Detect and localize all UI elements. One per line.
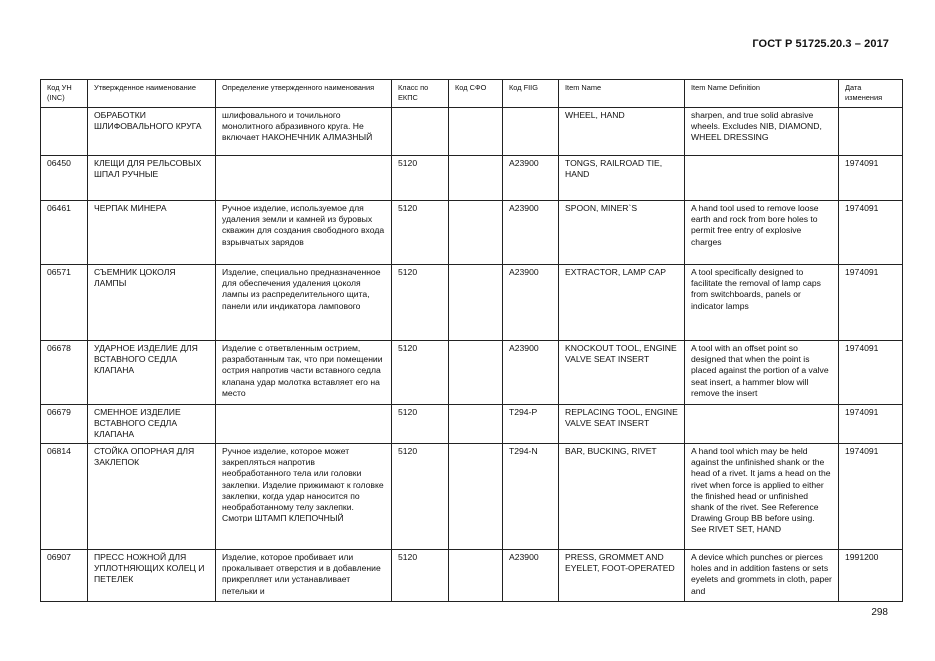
table-row bbox=[41, 201, 903, 265]
cell-item-definition: A tool specifically designed to facilitate the removal of lamp caps from switchboards, panels or indicator lamps bbox=[685, 265, 839, 341]
cell-definition: шлифовального и точильного монолитного абразивного круга. Не включает НАКОНЕЧНИК АЛМАЗНЫЙ bbox=[216, 108, 392, 156]
cell-date: 1991200 bbox=[839, 550, 903, 602]
cell-sfo bbox=[449, 405, 503, 444]
cell-ekps: 5120 bbox=[392, 405, 449, 444]
cell-definition: Ручное изделие, которое может закрепляться напротив необработанного тела или головки заклепки. Изделие прижимают к головке заклепки, когда удар наносится по необработанному телу заклепки. Смотри ШТАМП КЛЕПОЧНЫЙ bbox=[216, 444, 392, 550]
cell-ekps: 5120 bbox=[392, 341, 449, 405]
cell-sfo bbox=[449, 444, 503, 550]
cell-fiig: A23900 bbox=[503, 265, 559, 341]
cell-sfo bbox=[449, 108, 503, 156]
cell-inc: 06907 bbox=[41, 550, 88, 602]
cell-ekps: 5120 bbox=[392, 201, 449, 265]
col-header-date: Дата изменения bbox=[839, 80, 903, 108]
cell-item-name: TONGS, RAILROAD TIE, HAND bbox=[559, 156, 685, 201]
cell-inc: 06571 bbox=[41, 265, 88, 341]
cell-ekps: 5120 bbox=[392, 156, 449, 201]
table-row bbox=[41, 265, 903, 341]
table-row bbox=[41, 156, 903, 201]
cell-item-definition: A hand tool used to remove loose earth and rock from bore holes to permit free entry of explosive charges bbox=[685, 201, 839, 265]
cell-date: 1974091 bbox=[839, 201, 903, 265]
col-header-item-name: Item Name bbox=[559, 80, 685, 108]
cell-name: СТОЙКА ОПОРНАЯ ДЛЯ ЗАКЛЕПОК bbox=[88, 444, 216, 550]
cell-item-name: WHEEL, HAND bbox=[559, 108, 685, 156]
col-header-inc: Код УН (INC) bbox=[41, 80, 88, 108]
cell-definition: Изделие, специально предназначенное для обеспечения удаления цоколя лампы из распределительного щита, панели или индикатора лампового bbox=[216, 265, 392, 341]
cell-definition: Изделие, которое пробивает или прокалывает отверстия и в добавление прикрепляет или устанавливает петельки и bbox=[216, 550, 392, 602]
cell-item-definition: sharpen, and true solid abrasive wheels. Excludes NIB, DIAMOND, WHEEL DRESSING bbox=[685, 108, 839, 156]
col-header-item-definition: Item Name Definition bbox=[685, 80, 839, 108]
cell-sfo bbox=[449, 341, 503, 405]
table-row bbox=[41, 550, 903, 602]
col-header-definition: Определение утвержденного наименования bbox=[216, 80, 392, 108]
cell-inc bbox=[41, 108, 88, 156]
cell-sfo bbox=[449, 550, 503, 602]
cell-date bbox=[839, 108, 903, 156]
table-row bbox=[41, 341, 903, 405]
cell-item-name: PRESS, GROMMET AND EYELET, FOOT-OPERATED bbox=[559, 550, 685, 602]
cell-name: КЛЕЩИ ДЛЯ РЕЛЬСОВЫХ ШПАЛ РУЧНЫЕ bbox=[88, 156, 216, 201]
cell-item-definition bbox=[685, 156, 839, 201]
cell-date: 1974091 bbox=[839, 341, 903, 405]
document-title: ГОСТ Р 51725.20.3 – 2017 bbox=[752, 38, 889, 50]
cell-inc: 06814 bbox=[41, 444, 88, 550]
cell-item-definition bbox=[685, 405, 839, 444]
cell-name: ЧЕРПАК МИНЕРА bbox=[88, 201, 216, 265]
cell-sfo bbox=[449, 156, 503, 201]
cell-name: УДАРНОЕ ИЗДЕЛИЕ ДЛЯ ВСТАВНОГО СЕДЛА КЛАПАНА bbox=[88, 341, 216, 405]
cell-sfo bbox=[449, 265, 503, 341]
col-header-ekps: Класс по ЕКПС bbox=[392, 80, 449, 108]
cell-fiig: A23900 bbox=[503, 550, 559, 602]
cell-item-name: REPLACING TOOL, ENGINE VALVE SEAT INSERT bbox=[559, 405, 685, 444]
cell-date: 1974091 bbox=[839, 156, 903, 201]
table-header-row bbox=[41, 80, 903, 108]
cell-name: СМЕННОЕ ИЗДЕЛИЕ ВСТАВНОГО СЕДЛА КЛАПАНА bbox=[88, 405, 216, 444]
cell-inc: 06461 bbox=[41, 201, 88, 265]
cell-item-name: KNOCKOUT TOOL, ENGINE VALVE SEAT INSERT bbox=[559, 341, 685, 405]
cell-ekps bbox=[392, 108, 449, 156]
cell-name: ОБРАБОТКИ ШЛИФОВАЛЬНОГО КРУГА bbox=[88, 108, 216, 156]
table-row bbox=[41, 444, 903, 550]
cell-item-definition: A device which punches or pierces holes and in addition fastens or sets eyelets and grommets in cloth, paper and bbox=[685, 550, 839, 602]
cell-date: 1974091 bbox=[839, 444, 903, 550]
cell-item-definition: A hand tool which may be held against the unfinished shank or the head of a rivet. It jams a head on the rivet when force is applied to either the finished head or unfinished shank of the rivet. See Reference Drawing Group BB before using. See RIVET SET, HAND bbox=[685, 444, 839, 550]
page-number: 298 bbox=[871, 607, 888, 618]
cell-fiig: T294-P bbox=[503, 405, 559, 444]
cell-item-name: BAR, BUCKING, RIVET bbox=[559, 444, 685, 550]
cell-item-name: SPOON, MINER`S bbox=[559, 201, 685, 265]
cell-definition: Ручное изделие, используемое для удаления земли и камней из буровых скважин для создания свободного входа взрывчатых зарядов bbox=[216, 201, 392, 265]
col-header-fiig: Код FIIG bbox=[503, 80, 559, 108]
col-header-name: Утвержденное наименование bbox=[88, 80, 216, 108]
cell-name: ПРЕСС НОЖНОЙ ДЛЯ УПЛОТНЯЮЩИХ КОЛЕЦ И ПЕТЕЛЕК bbox=[88, 550, 216, 602]
cell-fiig: T294-N bbox=[503, 444, 559, 550]
cell-fiig bbox=[503, 108, 559, 156]
cell-ekps: 5120 bbox=[392, 550, 449, 602]
cell-definition bbox=[216, 405, 392, 444]
col-header-sfo: Код СФО bbox=[449, 80, 503, 108]
cell-ekps: 5120 bbox=[392, 265, 449, 341]
cell-inc: 06679 bbox=[41, 405, 88, 444]
cell-fiig: A23900 bbox=[503, 341, 559, 405]
cell-inc: 06678 bbox=[41, 341, 88, 405]
cell-sfo bbox=[449, 201, 503, 265]
cell-fiig: A23900 bbox=[503, 156, 559, 201]
cell-date: 1974091 bbox=[839, 405, 903, 444]
cell-date: 1974091 bbox=[839, 265, 903, 341]
cell-definition bbox=[216, 156, 392, 201]
cell-item-definition: A tool with an offset point so designed that when the point is placed against the portion of a valve seat insert, a hammer blow will remove the insert bbox=[685, 341, 839, 405]
cell-fiig: A23900 bbox=[503, 201, 559, 265]
cell-name: СЪЕМНИК ЦОКОЛЯ ЛАМПЫ bbox=[88, 265, 216, 341]
cell-ekps: 5120 bbox=[392, 444, 449, 550]
cell-inc: 06450 bbox=[41, 156, 88, 201]
table-row bbox=[41, 108, 903, 156]
cell-item-name: EXTRACTOR, LAMP CAP bbox=[559, 265, 685, 341]
cell-definition: Изделие с ответвленным острием, разработанным так, что при помещении острия напротив части вставного седла клапана удар молотка вставляет его на место bbox=[216, 341, 392, 405]
items-table bbox=[40, 79, 903, 602]
table-row bbox=[41, 405, 903, 444]
